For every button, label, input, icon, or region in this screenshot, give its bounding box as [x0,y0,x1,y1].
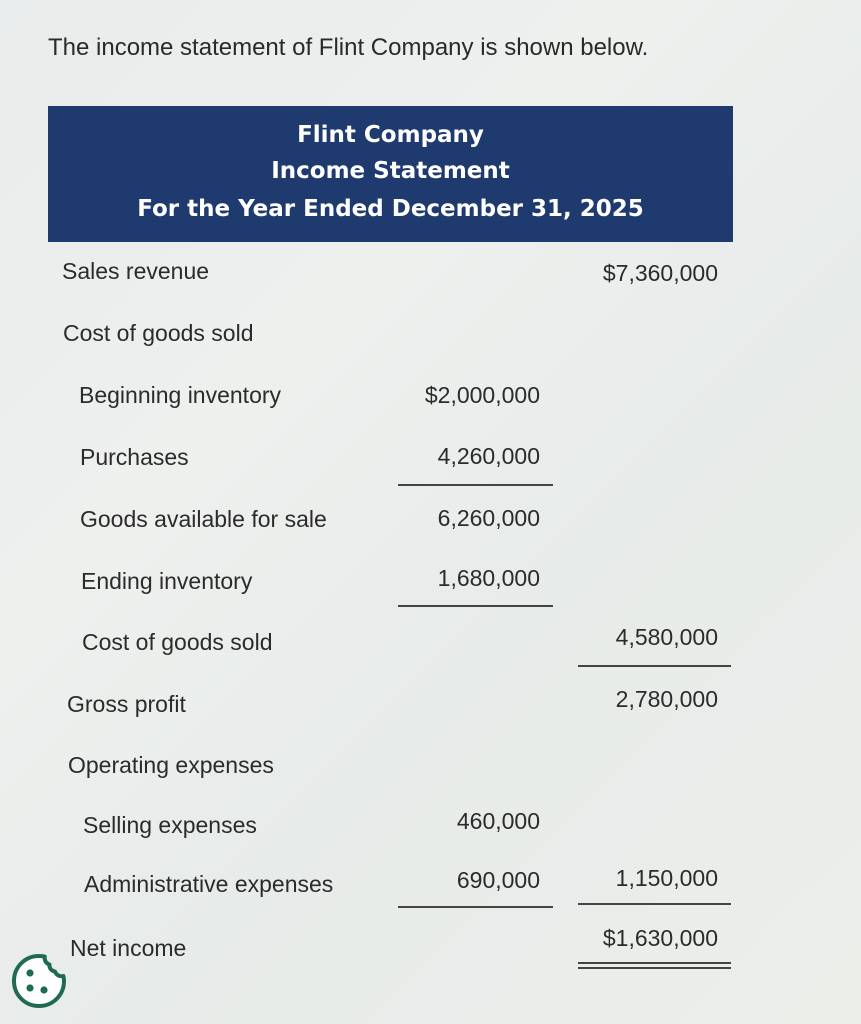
purchases-underline [398,484,553,486]
purchases-label: Purchases [80,444,189,470]
statement-period: For the Year Ended December 31, 2025 [137,196,644,222]
sales-revenue-label: Sales revenue [62,258,210,284]
sales-revenue-amount: $7,360,000 [602,260,718,286]
net-income-amount: $1,630,000 [602,925,718,951]
purchases-amount: 4,260,000 [437,443,540,469]
cogs-total-underline [578,665,731,667]
intro-text: The income statement of Flint Company is shown below. [48,34,649,61]
net-income-double-underline-top [578,962,731,964]
operating-expenses-label: Operating expenses [68,752,274,778]
cogs-total-label: Cost of goods sold [82,629,273,655]
statement-title: Income Statement [271,158,510,184]
administrative-expenses-amount: 690,000 [456,867,540,893]
ending-inventory-label: Ending inventory [81,568,253,594]
gross-profit-amount: 2,780,000 [615,686,718,712]
beginning-inventory-label: Beginning inventory [79,382,282,408]
net-income-double-underline-bottom [578,967,731,969]
administrative-expenses-label: Administrative expenses [84,871,334,897]
statement-header [48,106,733,242]
cookie-icon[interactable] [8,950,70,1012]
ending-inventory-underline [398,605,553,607]
administrative-expenses-underline [398,906,553,908]
gross-profit-label: Gross profit [67,691,186,717]
ending-inventory-amount: 1,680,000 [437,565,540,591]
goods-available-label: Goods available for sale [80,506,327,532]
cogs-total-amount: 4,580,000 [615,624,718,650]
goods-available-amount: 6,260,000 [437,505,540,531]
company-name: Flint Company [297,122,484,148]
total-operating-expenses-amount: 1,150,000 [615,865,718,891]
cogs-heading-label: Cost of goods sold [63,320,254,346]
net-income-label: Net income [70,935,187,961]
selling-expenses-amount: 460,000 [456,808,540,834]
total-operating-expenses-underline [578,903,731,905]
beginning-inventory-amount: $2,000,000 [424,382,540,408]
selling-expenses-label: Selling expenses [83,812,257,838]
